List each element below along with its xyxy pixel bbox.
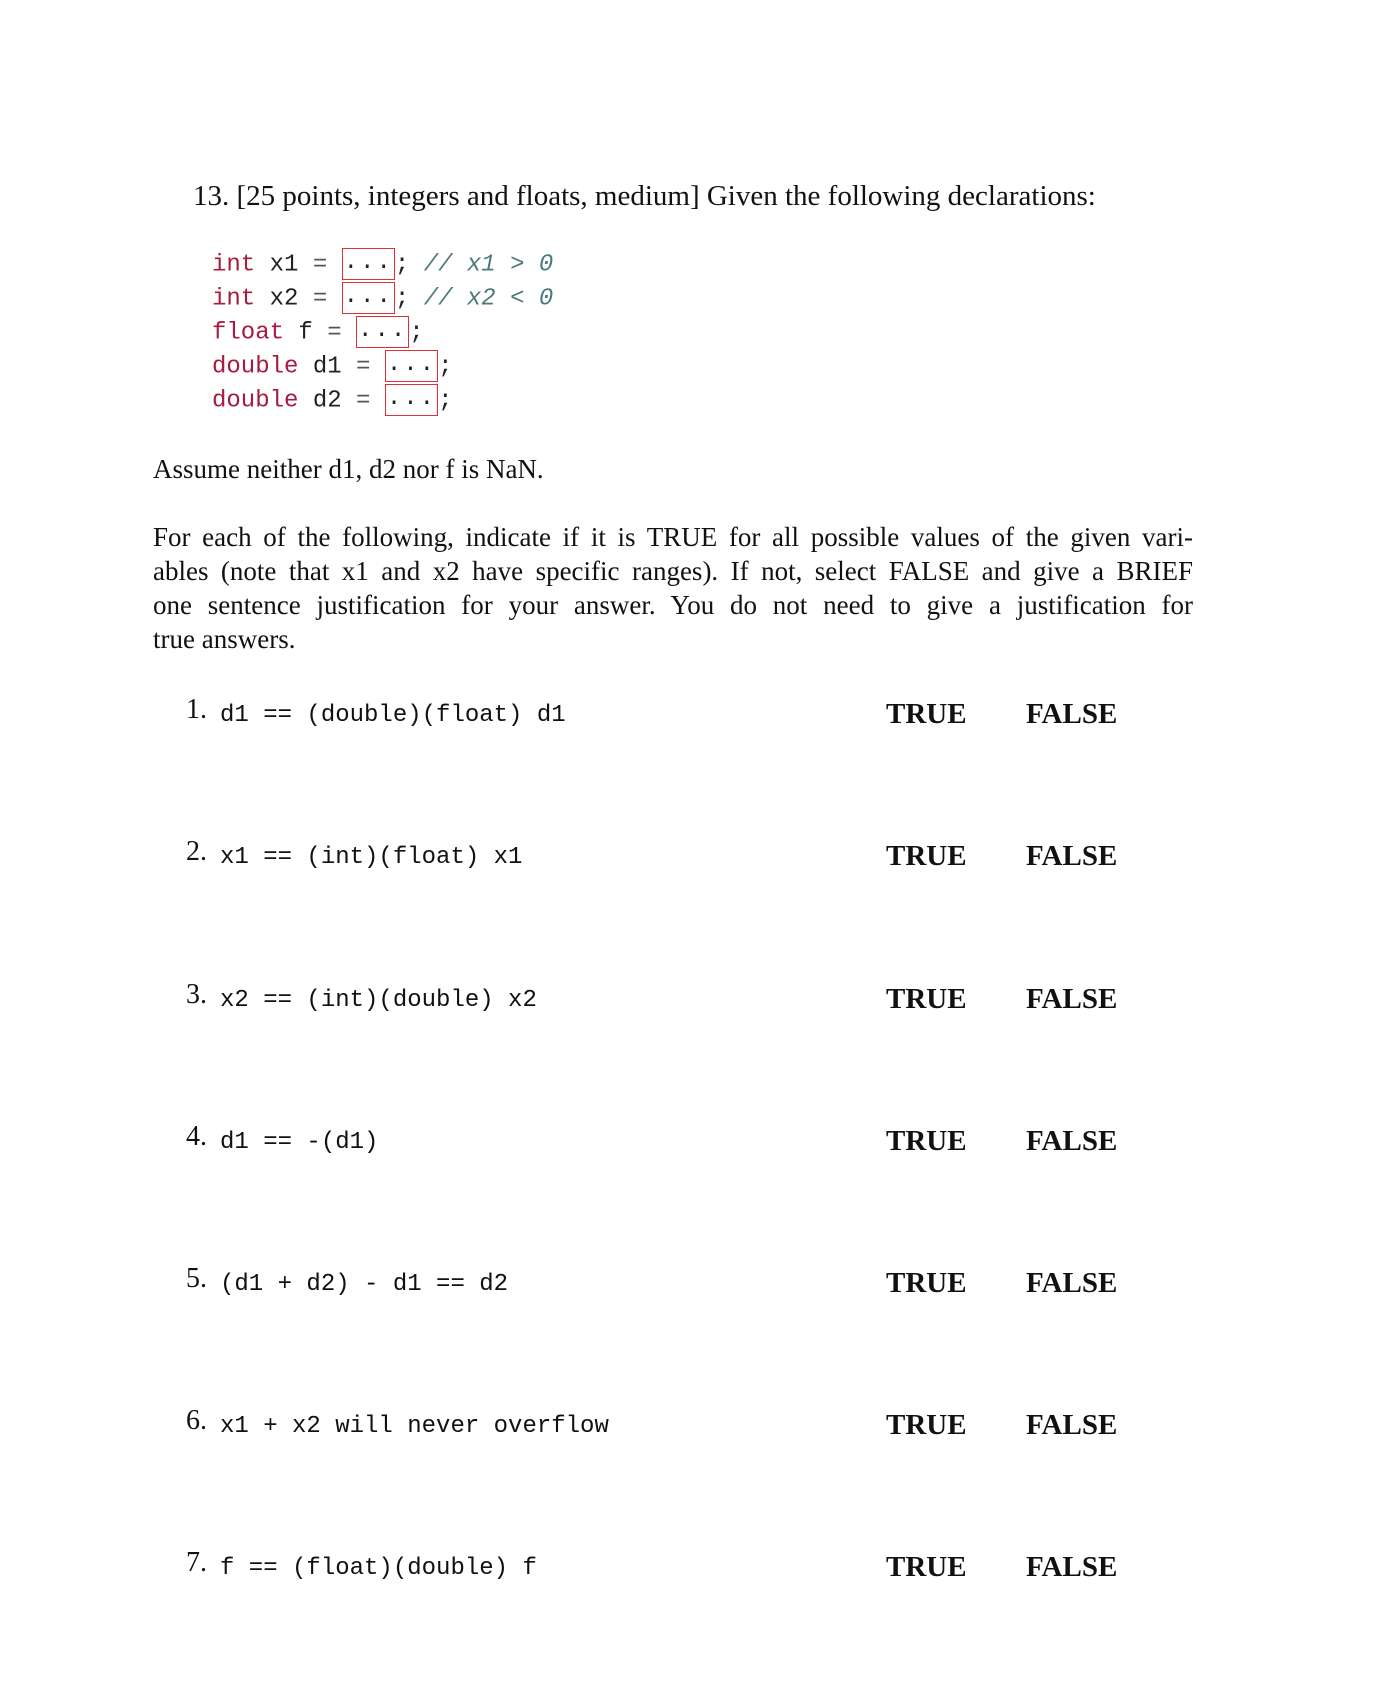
false-option[interactable]: FALSE xyxy=(1026,840,1118,872)
assumption-text: Assume neither d1, d2 nor f is NaN. xyxy=(153,454,544,484)
item-number: 3. xyxy=(186,979,207,1010)
question-item-1 xyxy=(186,694,1126,740)
true-option[interactable]: TRUE xyxy=(886,1409,967,1441)
item-number: 6. xyxy=(186,1405,207,1436)
instructions-line: For each of the following, indicate if it is TRUE for all possible values of the given vari- xyxy=(153,522,1193,552)
true-option[interactable]: TRUE xyxy=(886,1267,967,1299)
declaration-d1: double d1 = ...; xyxy=(212,351,453,381)
declaration-d2: double d2 = ...; xyxy=(212,385,453,415)
item-number: 5. xyxy=(186,1263,207,1294)
item-number: 2. xyxy=(186,836,207,867)
declaration-x2: int x2 = ...; // x2 < 0 xyxy=(212,283,554,313)
question-item-5 xyxy=(186,1263,1126,1309)
false-option[interactable]: FALSE xyxy=(1026,983,1118,1015)
declaration-type: int xyxy=(212,251,256,279)
declaration-name: x2 xyxy=(269,285,299,313)
question-item-2 xyxy=(186,836,1126,882)
value-placeholder-box: ... xyxy=(385,384,438,416)
question-item-6 xyxy=(186,1405,1126,1451)
true-option[interactable]: TRUE xyxy=(886,983,967,1015)
item-expression: f == (float)(double) f xyxy=(220,1555,537,1582)
true-option[interactable]: TRUE xyxy=(886,1125,967,1157)
value-placeholder-box: ... xyxy=(356,316,409,348)
value-placeholder-box: ... xyxy=(342,248,395,280)
item-expression: d1 == -(d1) xyxy=(220,1129,379,1156)
question-item-4 xyxy=(186,1121,1126,1167)
true-option[interactable]: TRUE xyxy=(886,840,967,872)
declaration-name: d1 xyxy=(312,353,342,381)
instructions-line: one sentence justification for your answer. You do not need to give a justification for xyxy=(153,590,1193,620)
declaration-type: float xyxy=(212,319,285,347)
false-option[interactable]: FALSE xyxy=(1026,1551,1118,1583)
item-number: 1. xyxy=(186,694,207,725)
value-placeholder-box: ... xyxy=(342,282,395,314)
declaration-type: double xyxy=(212,387,299,415)
false-option[interactable]: FALSE xyxy=(1026,1267,1118,1299)
question-item-7 xyxy=(186,1547,1126,1593)
item-number: 7. xyxy=(186,1547,207,1578)
declaration-name: f xyxy=(298,319,313,347)
true-option[interactable]: TRUE xyxy=(886,698,967,730)
false-option[interactable]: FALSE xyxy=(1026,1125,1118,1157)
declaration-name: x1 xyxy=(269,251,299,279)
item-expression: x1 + x2 will never overflow xyxy=(220,1413,609,1440)
declaration-comment: // x2 < 0 xyxy=(423,285,554,313)
item-number: 4. xyxy=(186,1121,207,1152)
value-placeholder-box: ... xyxy=(385,350,438,382)
declaration-f: float f = ...; xyxy=(212,317,424,347)
false-option[interactable]: FALSE xyxy=(1026,1409,1118,1441)
declaration-comment: // x1 > 0 xyxy=(423,251,554,279)
declaration-x1: int x1 = ...; // x1 > 0 xyxy=(212,249,554,279)
question-heading: 13. [25 points, integers and floats, medium] Given the following declarations: xyxy=(193,180,1096,212)
instructions-line: true answers. xyxy=(153,624,296,654)
instructions-line: ables (note that x1 and x2 have specific ranges). If not, select FALSE and give a BRIEF xyxy=(153,556,1193,586)
false-option[interactable]: FALSE xyxy=(1026,698,1118,730)
declaration-name: d2 xyxy=(312,387,342,415)
item-expression: (d1 + d2) - d1 == d2 xyxy=(220,1271,509,1298)
declaration-type: double xyxy=(212,353,299,381)
declaration-type: int xyxy=(212,285,256,313)
item-expression: x1 == (int)(float) x1 xyxy=(220,844,523,871)
question-item-3 xyxy=(186,979,1126,1025)
true-option[interactable]: TRUE xyxy=(886,1551,967,1583)
item-expression: x2 == (int)(double) x2 xyxy=(220,987,537,1014)
instructions-paragraph xyxy=(153,520,1193,656)
item-expression: d1 == (double)(float) d1 xyxy=(220,702,566,729)
